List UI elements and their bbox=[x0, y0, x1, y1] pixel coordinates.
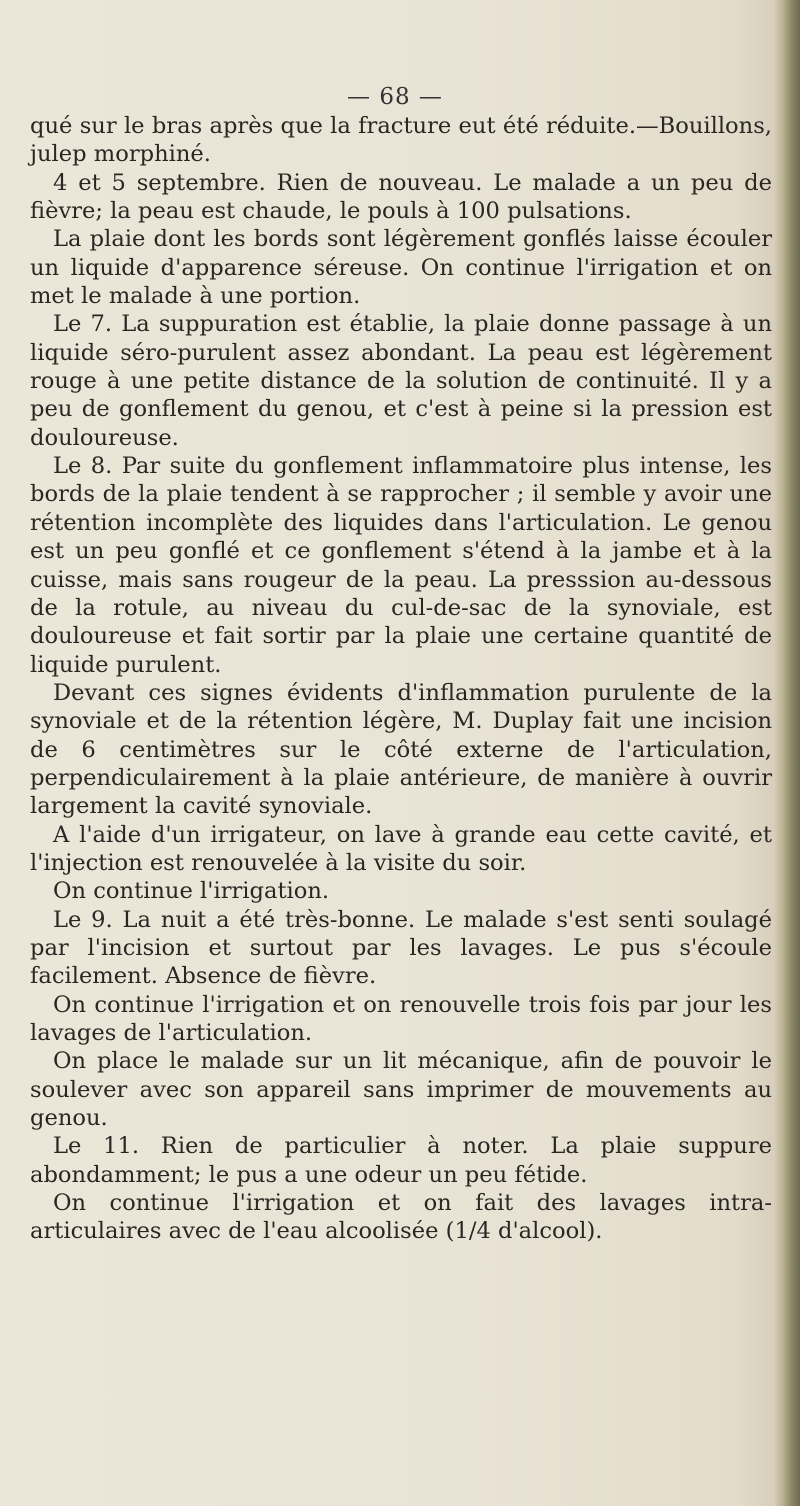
paragraph: On continue l'irrigation. bbox=[53, 878, 330, 905]
paragraph: Le 9. La nuit a été très-bonne. Le malade s'est senti soulagé par l'incision et surtout par les lavages. Le pus s'écoule facilement. Absence de fièvre. bbox=[30, 906, 772, 990]
paragraph: On place le malade sur un lit mécanique, afin de pouvoir le soulever avec son appareil sans imprimer de mouvements au genou. bbox=[30, 1048, 772, 1132]
paragraph: Le 11. Rien de particulier à noter. La plaie suppure abondamment; le pus a une odeur un peu fétide. bbox=[30, 1133, 772, 1188]
paragraph: Devant ces signes évidents d'inflammation purulente de la synoviale et de la rétention légère, M. Duplay fait une incision de 6 centimètres sur le côté externe de l'articulation, perpendiculairement à la plaie antérieure, de manière à ouvrir largement la cavité synoviale. bbox=[30, 679, 772, 820]
page-edge-shadow bbox=[774, 0, 800, 1506]
paragraph: Le 7. La suppuration est établie, la plaie donne passage à un liquide séro-purulent assez abondant. La peau est légèrement rouge à une petite distance de la solution de continuité. Il y a peu de gonflement du genou, et c'est à peine si la pression est douloureuse. bbox=[30, 311, 772, 451]
paragraph: 4 et 5 septembre. Rien de nouveau. Le malade a un peu de fièvre; la peau est chaude, le pouls à 100 pulsations. bbox=[30, 169, 772, 225]
body-text bbox=[30, 112, 772, 1246]
paragraph: On continue l'irrigation et on fait des lavages intra-articulaires avec de l'eau alcoolisée (1/4 d'alcool). bbox=[30, 1190, 772, 1245]
paragraph: Le 8. Par suite du gonflement inflammatoire plus intense, les bords de la plaie tendent à se rapprocher ; il semble y avoir une rétention incomplète des liquides dans l'articulation. Le genou est un peu gonflé et ce gonflement s'étend à la jambe et à la cuisse, mais sans rougeur de la peau. La presssion au-dessous de la rotule, au niveau du cul-de-sac de la synoviale, est douloureuse et fait sortir par la plaie une certaine quantité de liquide purulent. bbox=[30, 453, 772, 678]
paragraph: A l'aide d'un irrigateur, on lave à grande eau cette cavité, et l'injection est renouvelée à la visite du soir. bbox=[30, 821, 772, 876]
paragraph: qué sur le bras après que la fracture eut été réduite.—Bouillons, julep morphiné. bbox=[30, 113, 772, 168]
paragraph: On continue l'irrigation et on renouvelle trois fois par jour les lavages de l'articulation. bbox=[30, 991, 772, 1046]
page-number: — 68 — bbox=[347, 84, 443, 110]
paragraph: La plaie dont les bords sont légèrement gonflés laisse écouler un liquide d'apparence séreuse. On continue l'irrigation et on met le malade à une portion. bbox=[30, 226, 772, 310]
